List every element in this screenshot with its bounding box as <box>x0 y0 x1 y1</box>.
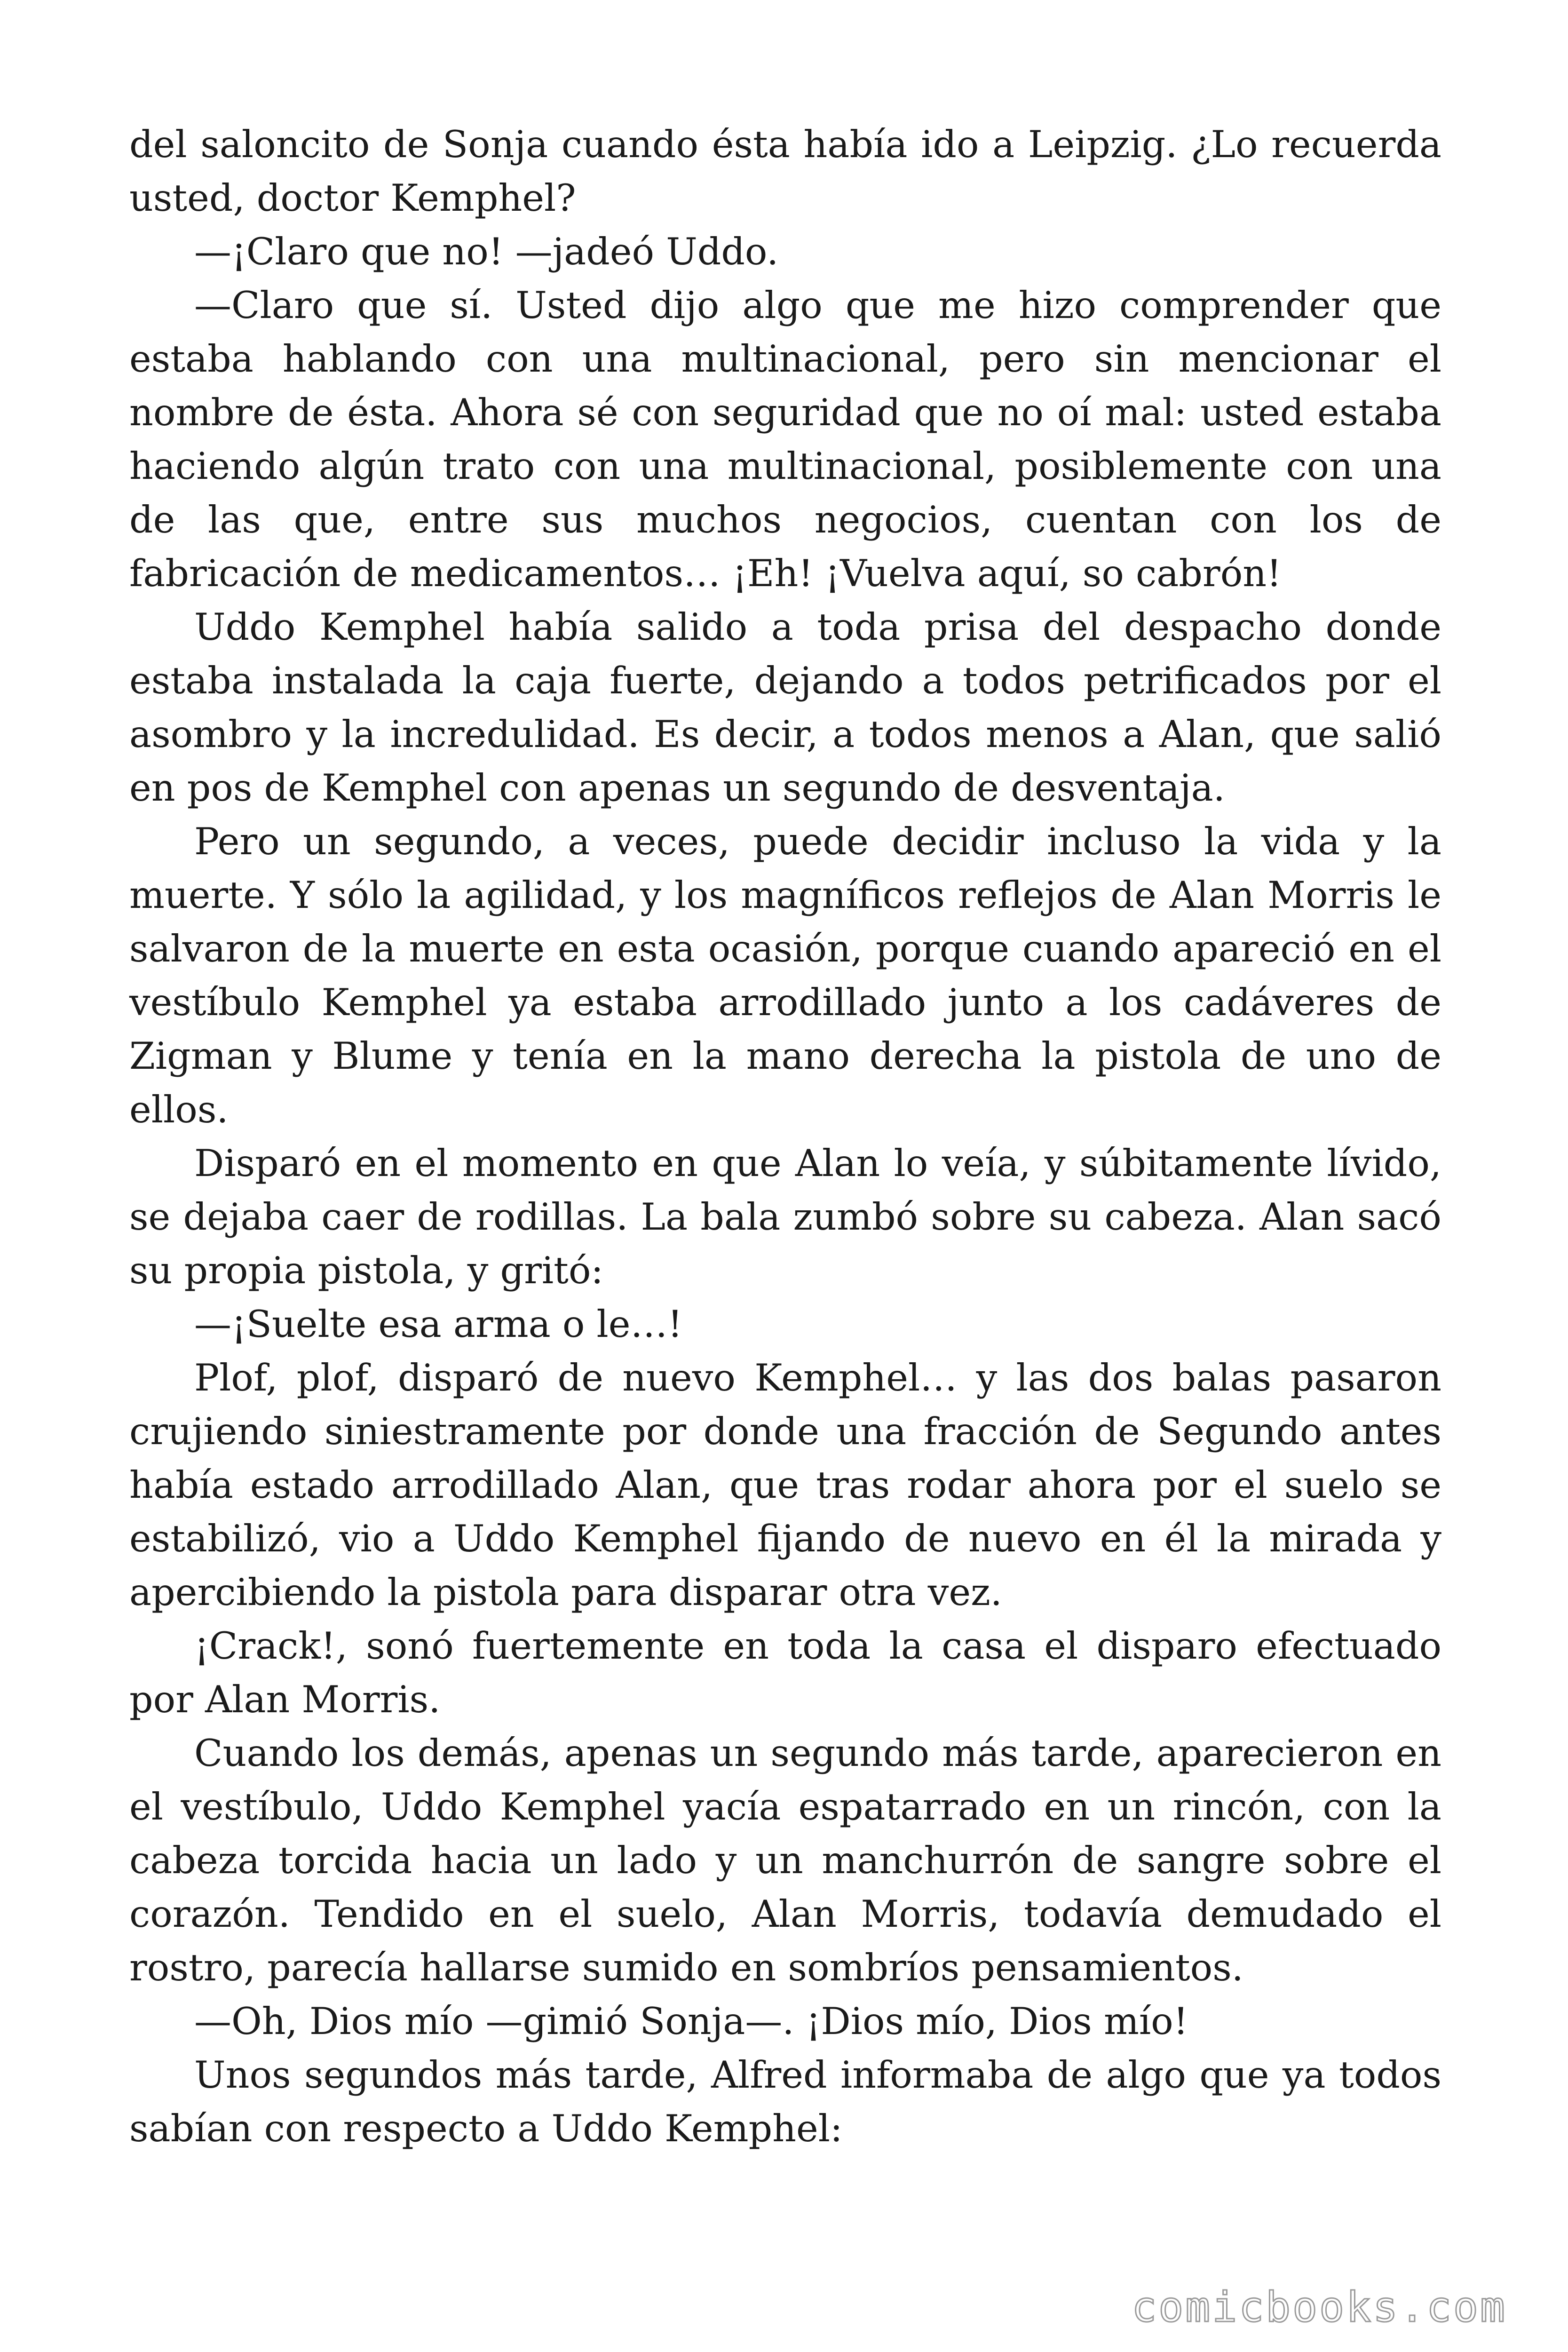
paragraph-8: Plof, plof, disparó de nuevo Kemphel… y las dos balas pasaron crujiendo siniestramente por donde una fracción de Segundo antes había estado arrodillado Alan, que tras rodar ahora por el suelo se estabilizó, vio a Uddo Kemphel fijando de nuevo en él la mirada y apercibiendo la pistola para disparar otra vez. <box>129 1356 1441 1614</box>
paragraph-11: —Oh, Dios mío —gimió Sonja—. ¡Dios mío, Dios mío! <box>194 2000 1188 2043</box>
page-text <box>129 118 1441 2155</box>
paragraph-7: —¡Suelte esa arma o le…! <box>194 1303 683 1346</box>
paragraph-10: Cuando los demás, apenas un segundo más tarde, aparecieron en el vestíbulo, Uddo Kemphel yacía espatarrado en un rincón, con la cabeza torcida hacia un lado y un manchurrón de sangre sobre el corazón. Tendido en el suelo, Alan Morris, todavía demudado el rostro, parecía hallarse sumido en sombríos pensamientos. <box>129 1732 1441 1989</box>
paragraph-3: —Claro que sí. Usted dijo algo que me hizo comprender que estaba hablando con una multinacional, pero sin mencionar el nombre de ésta. Ahora sé con seguridad que no oí mal: usted estaba haciendo algún trato con una multinacional, posiblemente con una de las que, entre sus muchos negocios, cuentan con los de fabricación de medicamentos… ¡Eh! ¡Vuelva aquí, so cabrón! <box>129 284 1441 595</box>
paragraph-12: Unos segundos más tarde, Alfred informaba de algo que ya todos sabían con respecto a Uddo Kemphel: <box>129 2053 1441 2150</box>
paragraph-2: —¡Claro que no! —jadeó Uddo. <box>194 230 779 273</box>
paragraph-1: del saloncito de Sonja cuando ésta había ido a Leipzig. ¿Lo recuerda usted, doctor Kemphel? <box>129 123 1441 220</box>
watermark: comicbooks.com <box>1132 2283 1507 2331</box>
paragraph-6: Disparó en el momento en que Alan lo veía, y súbitamente lívido, se dejaba caer de rodillas. La bala zumbó sobre su cabeza. Alan sacó su propia pistola, y gritó: <box>129 1142 1441 1292</box>
paragraph-4: Uddo Kemphel había salido a toda prisa del despacho donde estaba instalada la caja fuerte, dejando a todos petrificados por el asombro y la incredulidad. Es decir, a todos menos a Alan, que salió en pos de Kemphel con apenas un segundo de desventaja. <box>129 605 1441 810</box>
paragraph-9: ¡Crack!, sonó fuertemente en toda la casa el disparo efectuado por Alan Morris. <box>129 1624 1441 1721</box>
paragraph-5: Pero un segundo, a veces, puede decidir incluso la vida y la muerte. Y sólo la agilidad, y los magníficos reflejos de Alan Morris le salvaron de la muerte en esta ocasión, porque cuando apareció en el vestíbulo Kemphel ya estaba arrodillado junto a los cadáveres de Zigman y Blume y tenía en la mano derecha la pistola de uno de ellos. <box>129 820 1441 1131</box>
